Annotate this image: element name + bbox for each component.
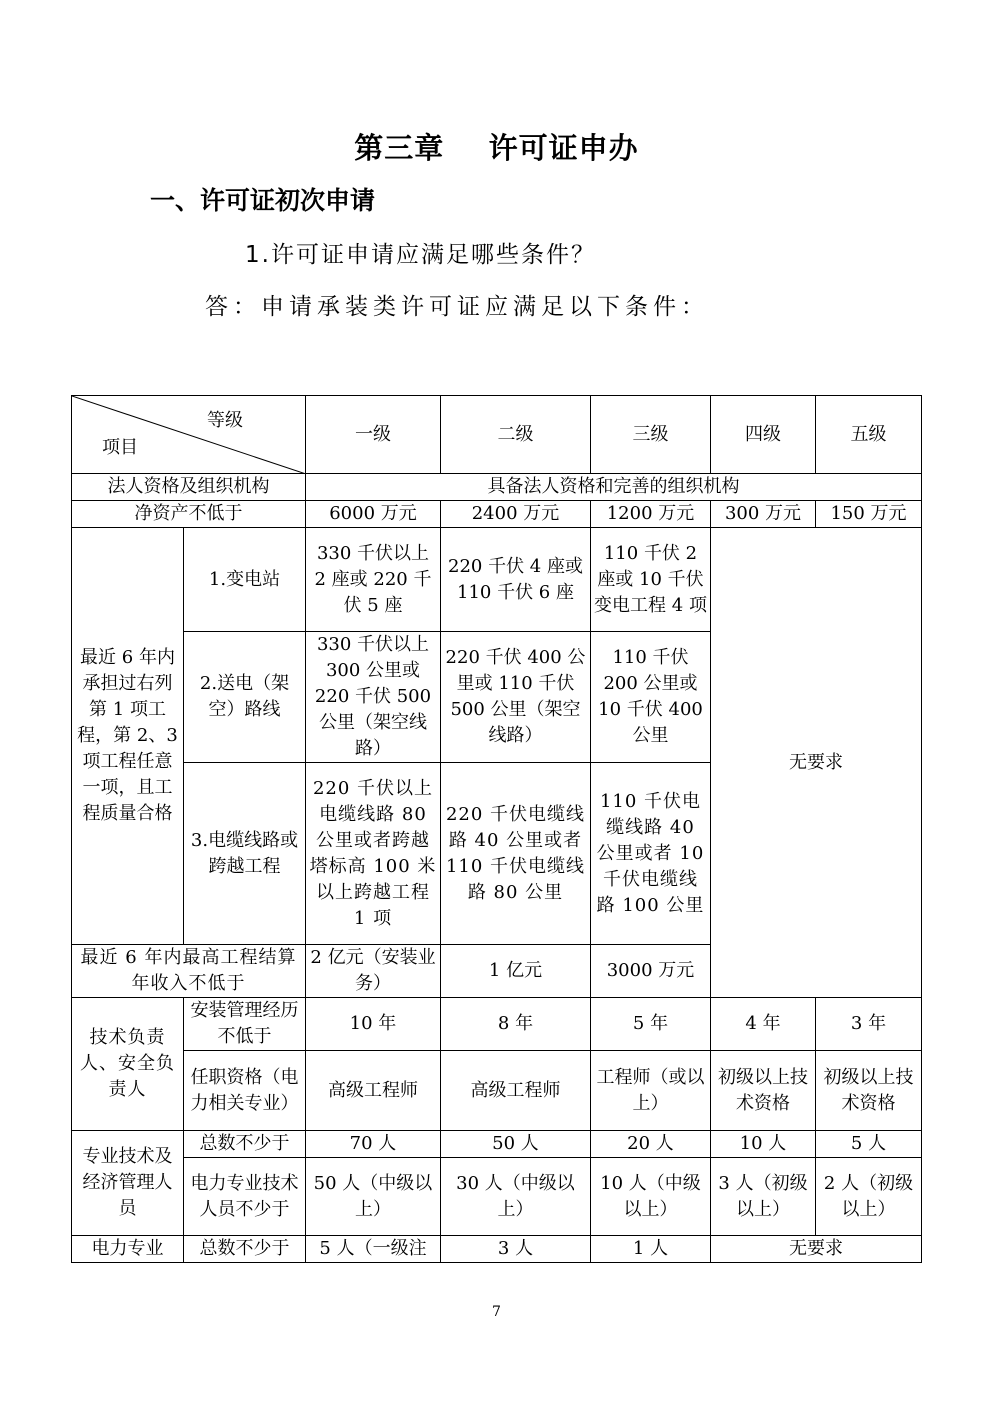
question-heading: 1.许可证申请应满足哪些条件？ (245, 242, 596, 268)
electric-specialty-no-requirement: 无要求 (711, 1236, 922, 1263)
net-assets-value: 300 万元 (711, 501, 816, 528)
qualification-value: 初级以上技术资格 (711, 1051, 816, 1131)
grade-label: 等级 (207, 410, 243, 431)
level-header: 一级 (306, 396, 441, 474)
staff-total-value: 10 人 (711, 1131, 816, 1158)
income-value: 2 亿元（安装业务） (306, 945, 441, 998)
experience-value: 5 年 (591, 998, 711, 1051)
cable-value: 110 千伏电缆线路 40 公里或者 10 千伏电缆线路 100 公里 (591, 763, 711, 945)
net-assets-value: 1200 万元 (591, 501, 711, 528)
qualification-value: 工程师（或以上） (591, 1051, 711, 1131)
requirements-table (71, 395, 922, 1263)
income-value: 3000 万元 (591, 945, 711, 998)
transmission-label: 2.送电（架空）路线 (184, 632, 306, 763)
income-label: 最近 6 年内最高工程结算年收入不低于 (72, 945, 306, 998)
electric-staff-value: 3 人（初级以上） (711, 1158, 816, 1236)
section-title: 一、许可证初次申请 (150, 186, 376, 215)
electric-staff-value: 10 人（中级以上） (591, 1158, 711, 1236)
staff-total-value: 70 人 (306, 1131, 441, 1158)
substation-value: 330 千伏以上 2 座或 220 千伏 5 座 (306, 528, 441, 632)
staff-label: 专业技术及经济管理人员 (72, 1131, 184, 1236)
electric-specialty-value: 3 人 (441, 1236, 591, 1263)
table-row (72, 1051, 922, 1131)
qualification-value: 高级工程师 (441, 1051, 591, 1131)
net-assets-value: 2400 万元 (441, 501, 591, 528)
level-header: 三级 (591, 396, 711, 474)
level-header: 二级 (441, 396, 591, 474)
electric-specialty-value: 5 人（一级注 (306, 1236, 441, 1263)
level-header: 四级 (711, 396, 816, 474)
substation-value: 110 千伏 2 座或 10 千伏变电工程 4 项 (591, 528, 711, 632)
qualification-value: 高级工程师 (306, 1051, 441, 1131)
table-header-row (72, 396, 922, 474)
electric-staff-value: 30 人（中级以上） (441, 1158, 591, 1236)
staff-total-value: 5 人 (816, 1131, 922, 1158)
electric-specialty-value: 1 人 (591, 1236, 711, 1263)
cable-value: 220 千伏以上电缆线路 80 公里或者跨越塔标高 100 米以上跨越工程 1 项 (306, 763, 441, 945)
electric-staff-value: 2 人（初级以上） (816, 1158, 922, 1236)
table-row (72, 528, 922, 632)
staff-total-label: 总数不少于 (184, 1131, 306, 1158)
cable-label: 3.电缆线路或跨越工程 (184, 763, 306, 945)
electric-specialty-label: 电力专业 (72, 1236, 184, 1263)
net-assets-label: 净资产不低于 (72, 501, 306, 528)
experience-value: 8 年 (441, 998, 591, 1051)
table-row (72, 998, 922, 1051)
substation-label: 1.变电站 (184, 528, 306, 632)
electric-staff-value: 50 人（中级以上） (306, 1158, 441, 1236)
responsible-label: 技术负责人、安全负责人 (72, 998, 184, 1131)
table-row (72, 1236, 922, 1263)
table-row (72, 474, 922, 501)
experience-label: 安装管理经历不低于 (184, 998, 306, 1051)
table-row (72, 501, 922, 528)
experience-value: 10 年 (306, 998, 441, 1051)
projects-label: 最近 6 年内承担过右列第 1 项工程，第 2、3 项工程任意一项，且工程质量合格 (72, 528, 184, 945)
experience-value: 4 年 (711, 998, 816, 1051)
cable-value: 220 千伏电缆线路 40 公里或者 110 千伏电缆线路 80 公里 (441, 763, 591, 945)
substation-value: 220 千伏 4 座或 110 千伏 6 座 (441, 528, 591, 632)
answer-text: 答：申请承装类许可证应满足以下条件： (205, 294, 709, 320)
net-assets-value: 150 万元 (816, 501, 922, 528)
legal-value: 具备法人资格和完善的组织机构 (306, 474, 922, 501)
projects-no-requirement: 无要求 (711, 528, 922, 998)
qualification-value: 初级以上技术资格 (816, 1051, 922, 1131)
electric-staff-label: 电力专业技术人员不少于 (184, 1158, 306, 1236)
legal-label: 法人资格及组织机构 (72, 474, 306, 501)
income-value: 1 亿元 (441, 945, 591, 998)
header-corner-cell (72, 396, 306, 474)
electric-specialty-sublabel: 总数不少于 (184, 1236, 306, 1263)
staff-total-value: 20 人 (591, 1131, 711, 1158)
table-row (72, 1131, 922, 1158)
level-header: 五级 (816, 396, 922, 474)
transmission-value: 220 千伏 400 公里或 110 千伏 500 公里（架空线路） (441, 632, 591, 763)
page-number: 7 (492, 1304, 501, 1320)
table-row (72, 1158, 922, 1236)
item-label: 项目 (102, 437, 138, 458)
qualification-label: 任职资格（电力相关专业） (184, 1051, 306, 1131)
staff-total-value: 50 人 (441, 1131, 591, 1158)
transmission-value: 330 千伏以上 300 公里或 220 千伏 500 公里（架空线路） (306, 632, 441, 763)
experience-value: 3 年 (816, 998, 922, 1051)
transmission-value: 110 千伏 200 公里或 10 千伏 400 公里 (591, 632, 711, 763)
net-assets-value: 6000 万元 (306, 501, 441, 528)
chapter-title: 第三章 许可证申办 (354, 131, 639, 165)
